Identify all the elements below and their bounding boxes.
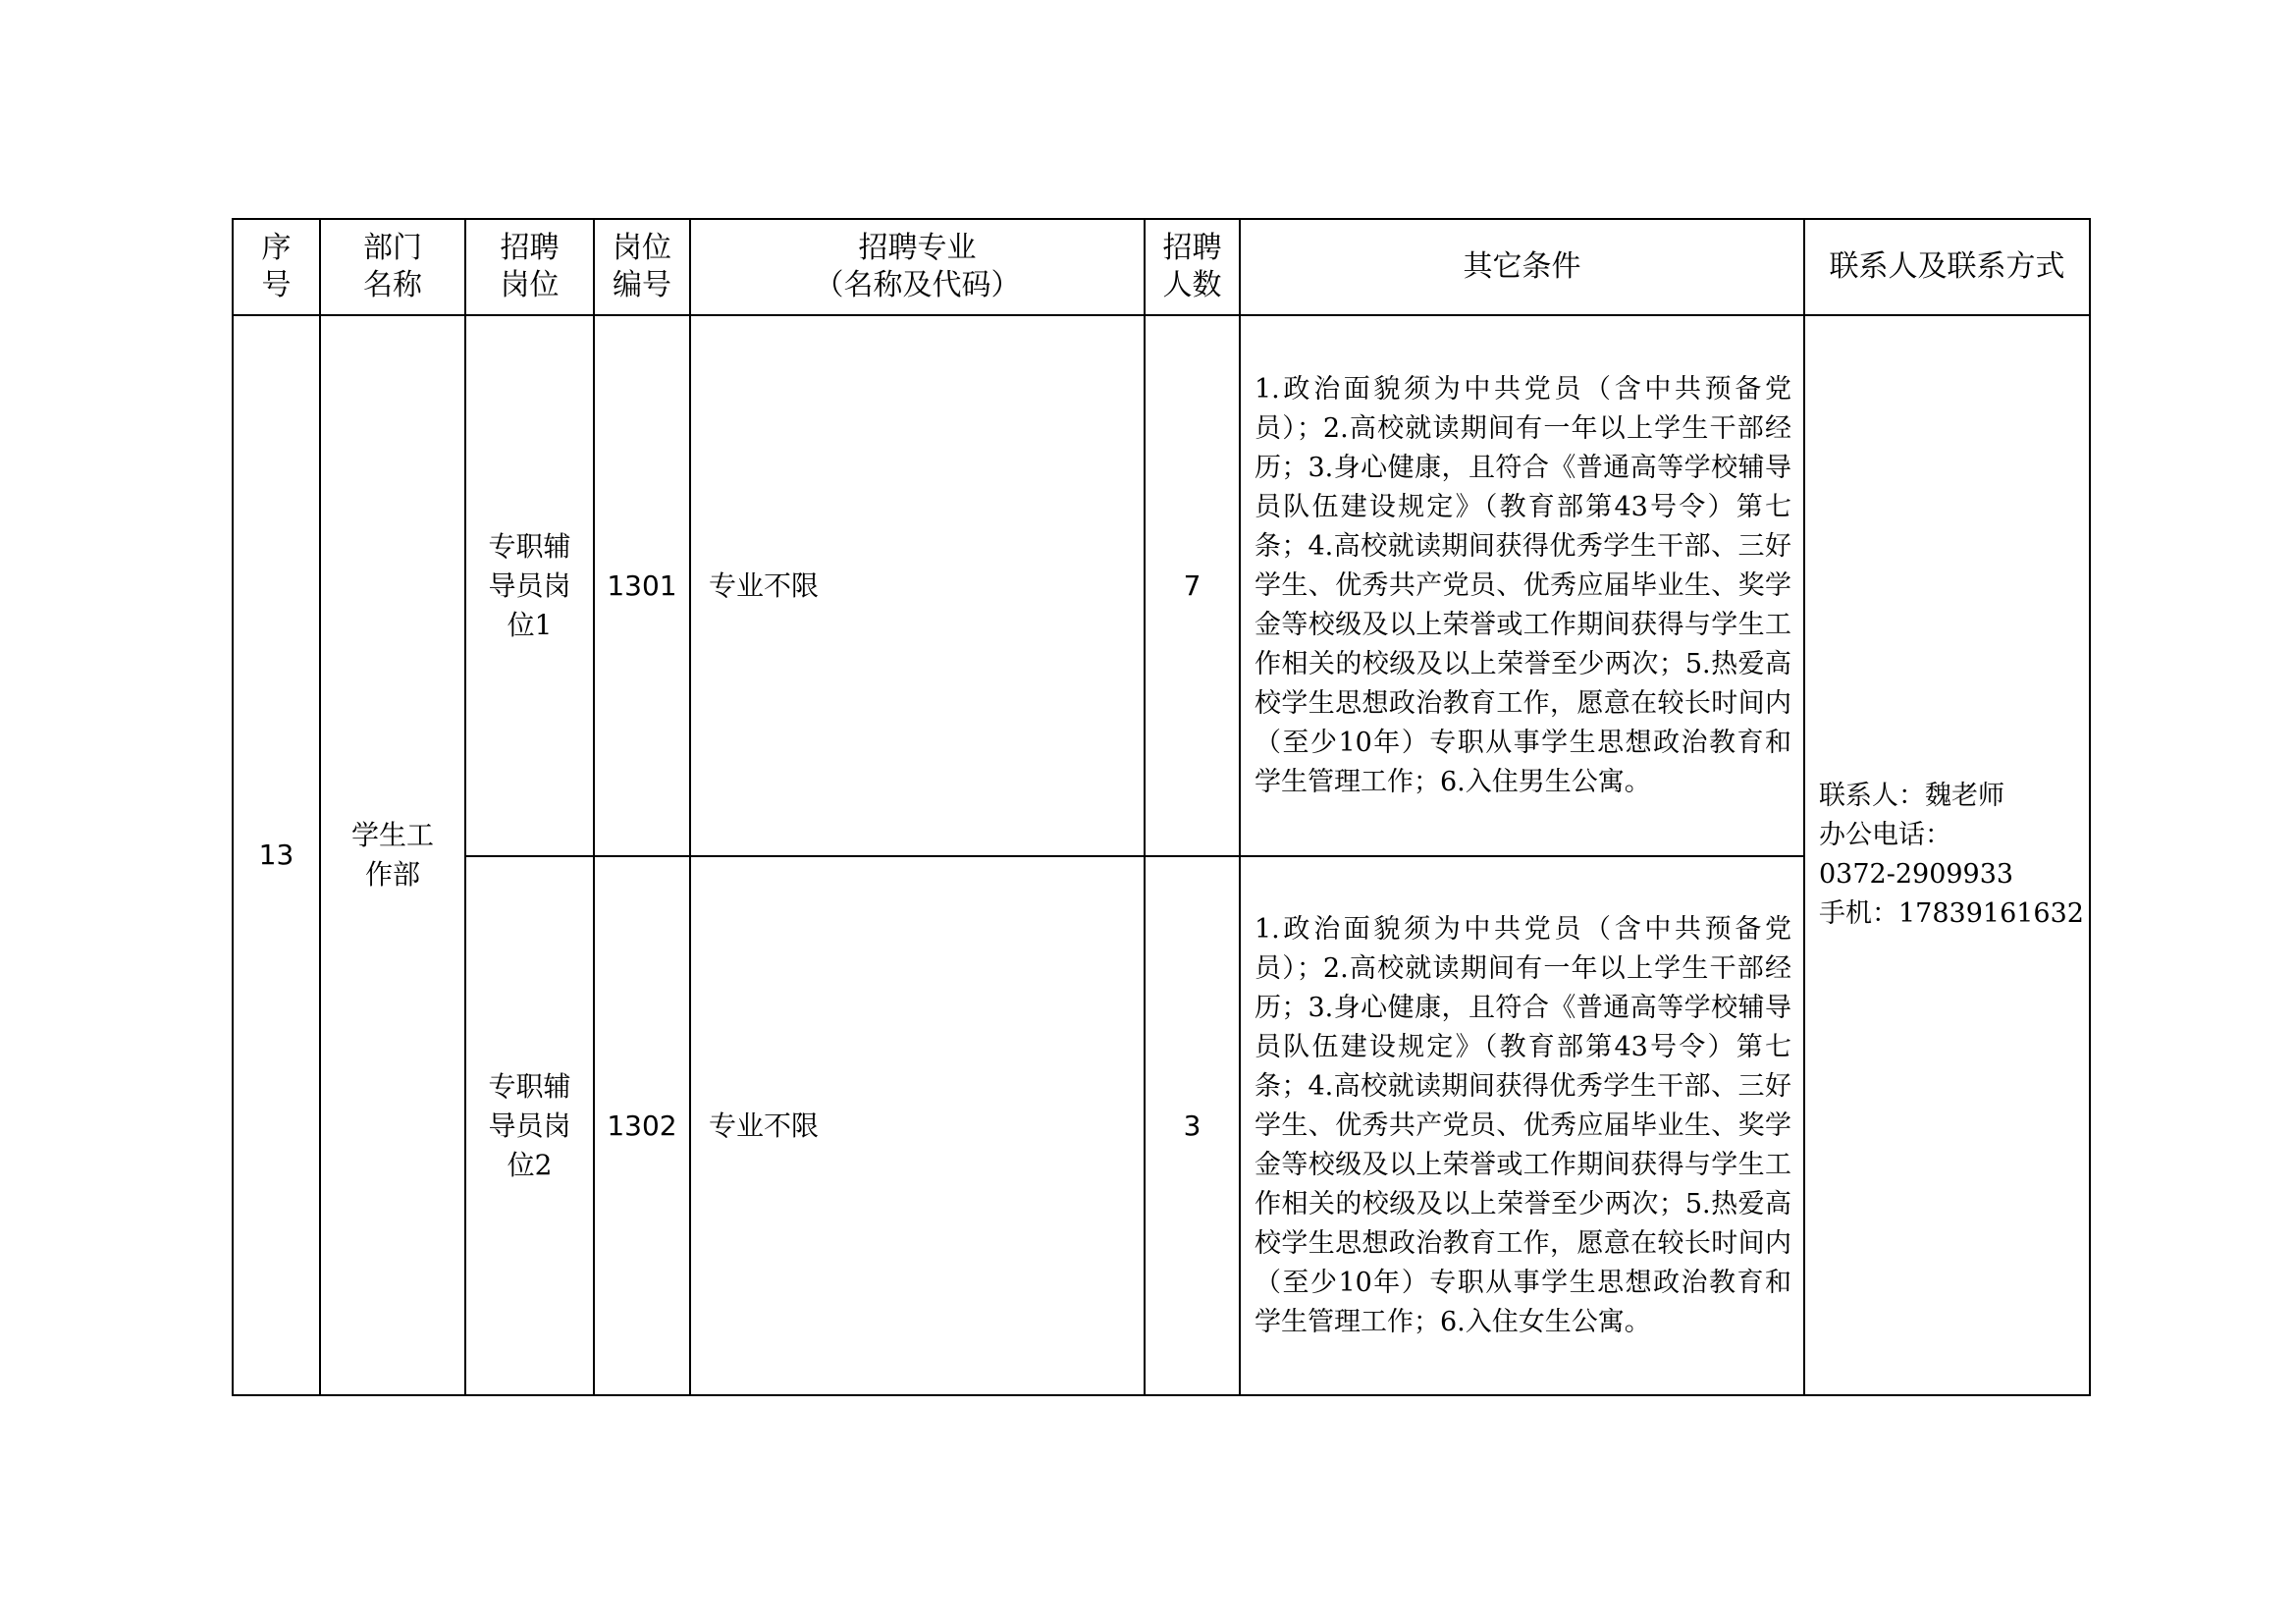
header-position-line-1: 招聘 <box>500 231 560 265</box>
major-cell: 专业不限 <box>690 856 1145 1395</box>
conditions-text: 1.政治面貌须为中共党员（含中共预备党员）；2.高校就读期间有一年以上学生干部经历；3.身心健康，且符合《普通高等学校辅导员队伍建设规定》（教育部第43号令）第七条；4.高校就读期间获得优秀学生干部、三好学生、优秀共产党员、优秀应届毕业生、奖学金等校级及以上荣誉或工作期间获得与学生工作相关的校级及以上荣誉至少两次；5.热爱高校学生思想政治教育工作，愿意在较长时间内（至少10年）专职从事学生思想政治教育和学生管理工作；6.入住女生公寓。 <box>1255 913 1791 1337</box>
position-name: 专职辅导员岗位1 <box>488 529 571 641</box>
header-dept-line-1: 部门 <box>363 231 422 265</box>
conditions-cell <box>1240 315 1804 856</box>
header-contact-label: 联系人及联系方式 <box>1829 249 2065 284</box>
contact-office-label: 办公电话： <box>1819 820 1951 850</box>
seq-cell: 13 <box>233 315 320 1395</box>
position-cell <box>465 856 594 1395</box>
header-dept <box>320 219 465 315</box>
contact-mobile: 手机：17839161632 <box>1819 898 2084 929</box>
header-conditions-label: 其它条件 <box>1463 249 1581 284</box>
contact-office-phone: 0372-2909933 <box>1819 859 2014 890</box>
header-code <box>594 219 690 315</box>
dept-name: 学生工作部 <box>350 819 434 891</box>
count-cell: 7 <box>1145 315 1240 856</box>
header-seq-line-1: 序 <box>261 231 292 265</box>
header-code-line-1: 岗位 <box>613 231 671 265</box>
header-count-line-2: 人数 <box>1162 268 1222 302</box>
header-seq <box>233 219 320 315</box>
code-cell: 1302 <box>594 856 690 1395</box>
dept-cell <box>320 315 465 1395</box>
table-row <box>233 315 2090 856</box>
header-seq-line-2: 号 <box>261 268 292 302</box>
contact-cell <box>1804 315 2090 1395</box>
contact-person: 联系人：魏老师 <box>1819 781 2004 811</box>
recruitment-table <box>232 218 2091 1396</box>
conditions-text: 1.政治面貌须为中共党员（含中共预备党员）；2.高校就读期间有一年以上学生干部经历；3.身心健康，且符合《普通高等学校辅导员队伍建设规定》（教育部第43号令）第七条；4.高校就读期间获得优秀学生干部、三好学生、优秀共产党员、优秀应届毕业生、奖学金等校级及以上荣誉或工作期间获得与学生工作相关的校级及以上荣誉至少两次；5.热爱高校学生思想政治教育工作，愿意在较长时间内（至少10年）专职从事学生思想政治教育和学生管理工作；6.入住男生公寓。 <box>1255 373 1791 797</box>
header-contact <box>1804 219 2090 315</box>
header-position <box>465 219 594 315</box>
contact-info <box>1819 777 2089 934</box>
position-name: 专职辅导员岗位2 <box>488 1069 571 1181</box>
header-conditions <box>1240 219 1804 315</box>
header-row <box>233 219 2090 315</box>
header-position-line-2: 岗位 <box>500 268 560 302</box>
position-cell <box>465 315 594 856</box>
major-cell: 专业不限 <box>690 315 1145 856</box>
header-count-line-1: 招聘 <box>1162 231 1222 265</box>
header-major-line-1: 招聘专业 <box>858 231 977 265</box>
conditions-cell <box>1240 856 1804 1395</box>
count-cell: 3 <box>1145 856 1240 1395</box>
header-count <box>1145 219 1240 315</box>
header-code-line-2: 编号 <box>613 268 671 302</box>
header-major-line-2: （名称及代码） <box>814 268 1021 302</box>
header-dept-line-2: 名称 <box>363 268 422 302</box>
code-cell: 1301 <box>594 315 690 856</box>
header-major <box>690 219 1145 315</box>
